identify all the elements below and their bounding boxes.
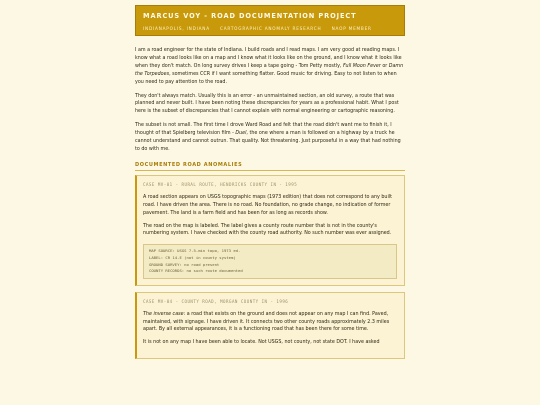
case-record [143, 244, 397, 278]
record-line: COUNTY RECORDS: no such route documented [149, 268, 243, 274]
record-line: MAP SOURCE: USGS 7.5-min topo, 1973 ed. [149, 248, 241, 254]
anomaly-card [135, 175, 405, 286]
anomaly-card [135, 292, 405, 360]
site-header [135, 5, 405, 36]
intro-paragraph: They don't always match. Usually this is an error - an unmaintained section, an old survey, a route that was planned and never built. I have been noting these discrepancies for years as a professional habit. What I post here is the subset of discrepancies that I cannot explain with normal engineering or cartographic reasoning. [135, 93, 399, 115]
case-id: CASE MV-01 - RURAL ROUTE, HENDRICKS COUNTY IN - 1995 [143, 181, 298, 187]
record-line: LABEL: CR 14-E (not in county system) [149, 254, 236, 260]
record-line: GROUND SURVEY: no road present [149, 261, 220, 267]
case-id: CASE MV-04 - COUNTY ROAD, MORGAN COUNTY IN - 1996 [143, 298, 289, 304]
section-heading: DOCUMENTED ROAD ANOMALIES [135, 162, 405, 171]
case-paragraph: The inverse case: a road that exists on the ground and does not appear on any map I can find. Paved, maintained, with signage. I have driven it. It connects two other county roads approximately 2.3 miles apart. By all external appearances, it is a functioning road that has been there for some time. [143, 311, 390, 333]
intro-text [135, 36, 405, 154]
case-paragraph: It is not on any map I have been able to locate. Not USGS, not county, not state DOT. I have asked [143, 340, 380, 346]
site-title[interactable]: MARCUS VOY - ROAD DOCUMENTATION PROJECT [143, 12, 357, 20]
nav-item-location[interactable]: INDIANAPOLIS, INDIANA [143, 26, 210, 31]
nav-item-research[interactable]: CARTOGRAPHIC ANOMALY RESEARCH [220, 26, 322, 31]
case-paragraph: The road on the map is labeled. The label gives a county route number that is not in the county's numbering system. I have checked with the county road authority. No such number was ever assigned. [143, 223, 392, 237]
intro-paragraph: The subset is not small. The first time I drove Ward Road and felt that the road didn't want me to finish it, I thought of that Spielberg television film - Duel, the one where a man is followed on a highway by a truck he cannot understand and cannot outrun. That quality. Not threatening. Just purposeful in a way that had nothing to do with me. [135, 123, 401, 152]
nav-item-member[interactable]: NAOP MEMBER [331, 26, 372, 31]
intro-paragraph: I am a road engineer for the state of Indiana. I build roads and I read maps. I am very good at reading maps. I know what a road looks like on a map and I know what it looks like on the ground, and I know what it looks like when they don't match. On long survey drives I keep a tape going - Tom Petty mostly, Full Moon Fever or Damn the Torpedoes, sometimes CCR if I want something flatter. Good music for driving. Easy to not listen to when you need to pay attention to the road. [135, 48, 404, 85]
site-nav [143, 25, 397, 32]
page [135, 5, 405, 365]
case-paragraph: A road section appears on USGS topographic maps (1973 edition) that does not correspond to any built road. I have driven the area. There is no road. No foundation, no grade change, no indication of former pavement. The land is a farm field and has been for as long as records show. [143, 194, 392, 216]
